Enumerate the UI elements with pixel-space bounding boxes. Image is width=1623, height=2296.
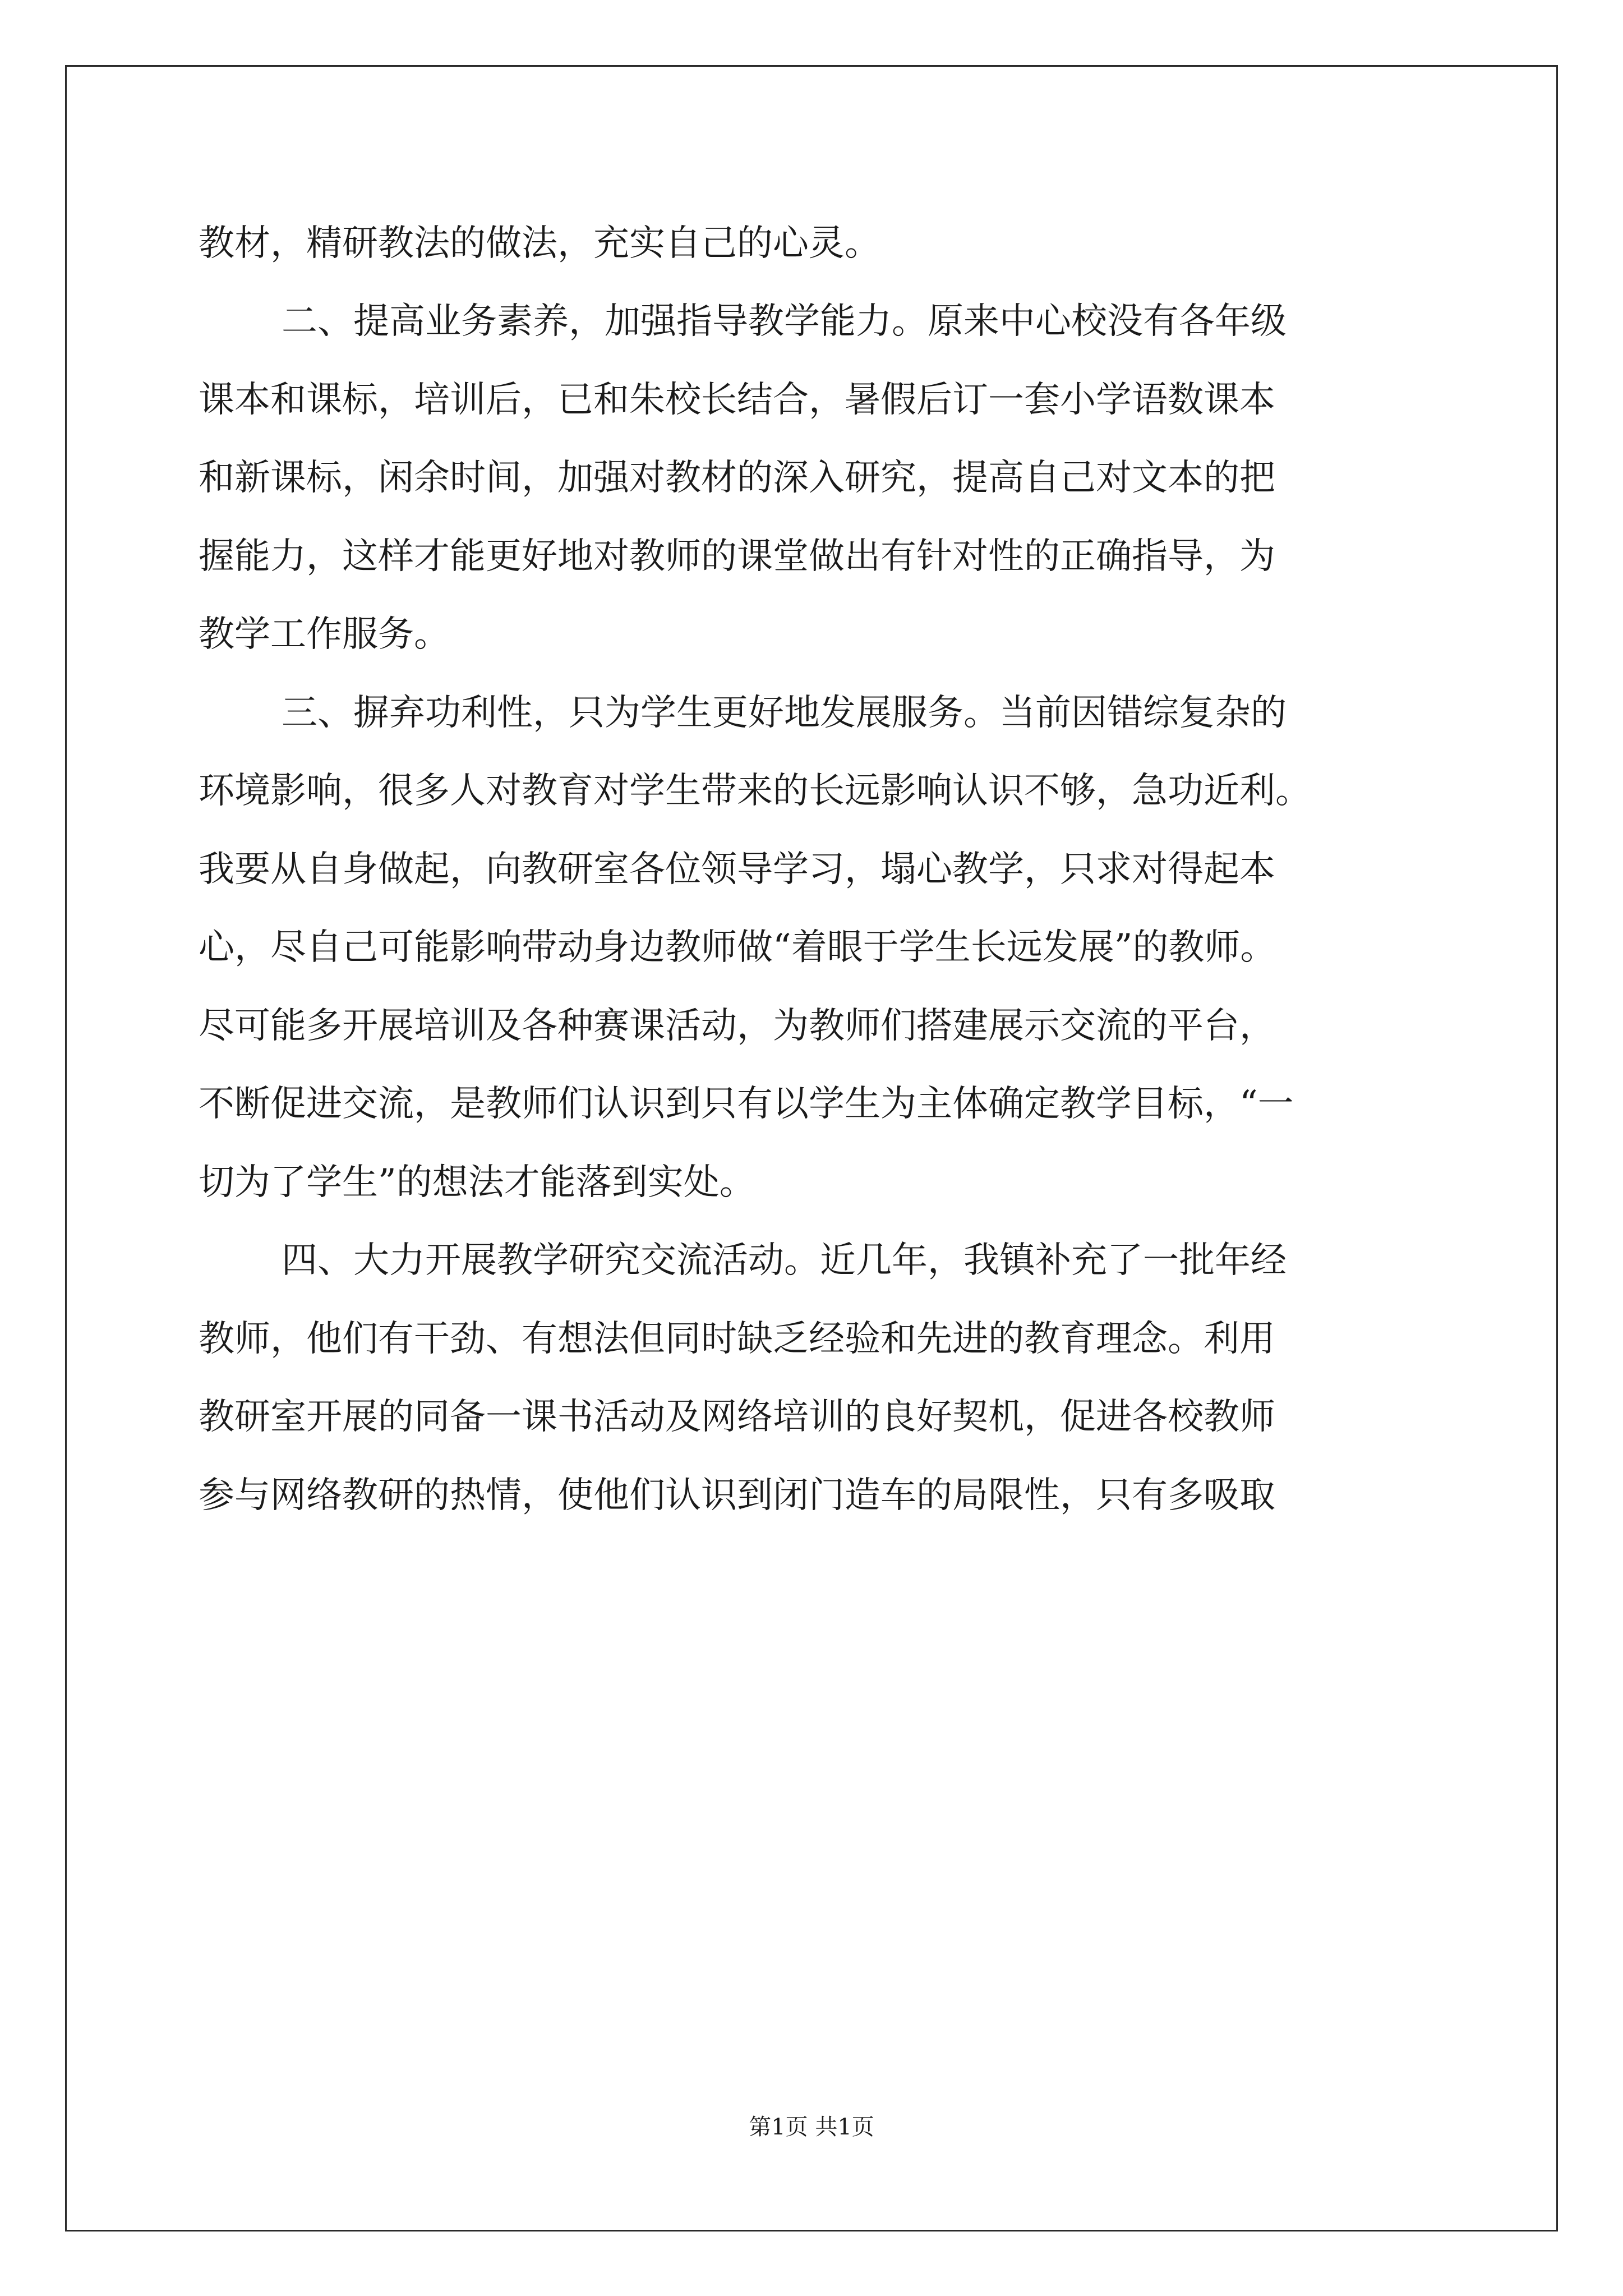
text-line: 切为了学生”的想法才能落到实处。 xyxy=(199,1162,755,1203)
text-line: 教材，精研教法的做法，充实自己的心灵。 xyxy=(199,223,880,264)
text-line: 握能力，这样才能更好地对教师的课堂做出有针对性的正确指导，为 xyxy=(199,536,1275,577)
text-line: 环境影响，很多人对教育对学生带来的长远影响认识不够，急功近利。 xyxy=(199,770,1311,812)
page-number-footer: 第1页 共1页 xyxy=(749,2114,874,2140)
text-line: 和新课标，闲余时间，加强对教材的深入研究，提高自己对文本的把 xyxy=(199,457,1275,499)
text-line: 不断促进交流，是教师们认识到只有以学生为主体确定教学目标，“一 xyxy=(199,1083,1294,1125)
text-line: 心，尽自己可能影响带动身边教师做“着眼于学生长远发展”的教师。 xyxy=(199,927,1276,968)
paragraph-start-line: 二、提高业务素养，加强指导教学能力。原来中心校没有各年级 xyxy=(282,301,1287,342)
text-line: 教研室开展的同备一课书活动及网络培训的良好契机，促进各校教师 xyxy=(199,1396,1275,1438)
text-line: 课本和课标，培训后，已和朱校长结合，暑假后订一套小学语数课本 xyxy=(199,379,1275,421)
paragraph-start-line: 四、大力开展教学研究交流活动。近几年，我镇补充了一批年经 xyxy=(282,1240,1287,1281)
paragraph-start-line: 三、摒弃功利性，只为学生更好地发展服务。当前因错综复杂的 xyxy=(282,692,1287,734)
text-line: 我要从自身做起，向教研室各位领导学习，塌心教学，只求对得起本 xyxy=(199,849,1275,890)
text-line: 教师，他们有干劲、有想法但同时缺乏经验和先进的教育理念。利用 xyxy=(199,1318,1275,1360)
text-line: 教学工作服务。 xyxy=(199,614,450,655)
text-line: 尽可能多开展培训及各种赛课活动，为教师们搭建展示交流的平台， xyxy=(199,1005,1275,1047)
text-line: 参与网络教研的热情，使他们认识到闭门造车的局限性，只有多吸取 xyxy=(199,1475,1275,1516)
